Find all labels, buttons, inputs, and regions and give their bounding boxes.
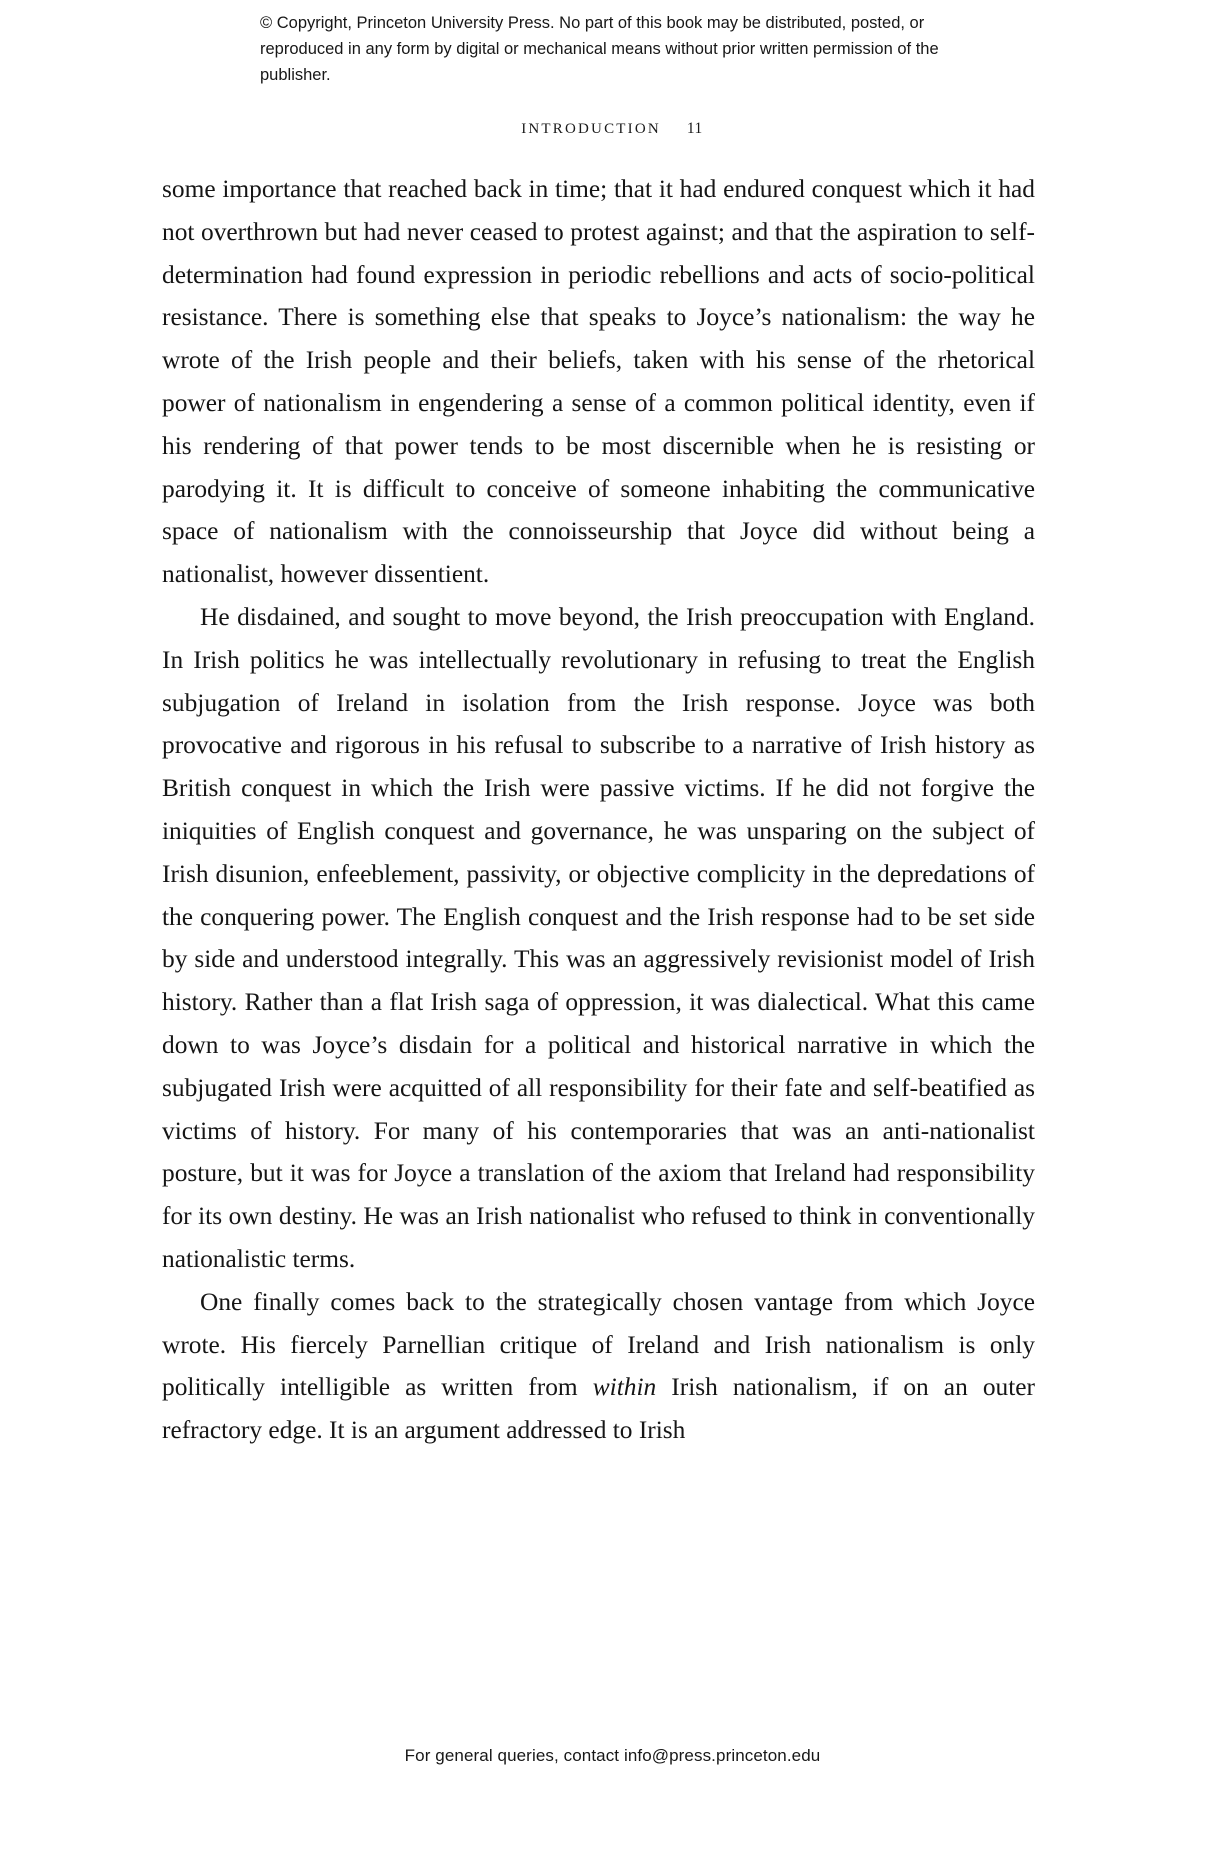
paragraph-3 [162,1281,1035,1452]
page-number: 11 [686,120,703,137]
body-text [162,168,1035,1452]
paragraph-2: He disdained, and sought to move beyond, the Irish preoccupation with England. In Irish politics he was intellectually revolutionary in refusing to treat the English subjugation of Ireland in isolation from the Irish response. Joyce was both provocative and rigorous in his refusal to subscribe to a narrative of Irish history as British conquest in which the Irish were passive victims. If he did not forgive the iniquities of English conquest and governance, he was unsparing on the subject of Irish disunion, enfeeblement, passivity, or objective complicity in the depredations of the conquering power. The English conquest and the Irish response had to be set side by side and understood integrally. This was an aggressively revisionist model of Irish history. Rather than a flat Irish saga of oppression, it was dialectical. What this came down to was Joyce’s disdain for a political and historical narrative in which the subjugated Irish were acquitted of all responsibility for their fate and self-beatified as victims of history. For many of his contemporaries that was an anti-nationalist posture, but it was for Joyce a translation of the axiom that Ireland had responsibility for its own destiny. He was an Irish nationalist who refused to think in conventionally nationalistic terms. [162,602,1035,1273]
paragraph-3-part-1: One finally comes back to the strategically chosen vantage from which Joyce wrote. His fiercely Parnellian critique of Ireland and Irish nationalism is only politically intelligible as written from [162,1287,1035,1402]
footer-note: For general queries, contact info@press.princeton.edu [404,1746,821,1765]
copyright-notice: © Copyright, Princeton University Press. No part of this book may be distributed, posted, or reproduced in any form by digital or mechanical means without prior written permission of the publisher. [260,14,939,85]
paragraph-3-part-2: Irish nationalism, if on an outer refractory edge. It is an argument addressed to Irish [162,1373,1036,1445]
running-head [162,120,1062,138]
paragraph-3-italic-word: within [592,1373,657,1402]
paragraph-1: some importance that reached back in time; that it had endured conquest which it had not overthrown but had never ceased to protest against; and that the aspiration to self-determination had found expression in periodic rebellions and acts of socio-political resistance. There is something else that speaks to Joyce’s nationalism: the way he wrote of the Irish people and their beliefs, taken with his sense of the rhetorical power of nationalism in engendering a sense of a common political identity, even if his rendering of that power tends to be most discernible when he is resisting or parodying it. It is difficult to conceive of someone inhabiting the communicative space of nationalism with the connoisseurship that Joyce did without being a nationalist, however dissentient. [162,175,1035,589]
running-head-title: INTRODUCTION [521,121,661,137]
